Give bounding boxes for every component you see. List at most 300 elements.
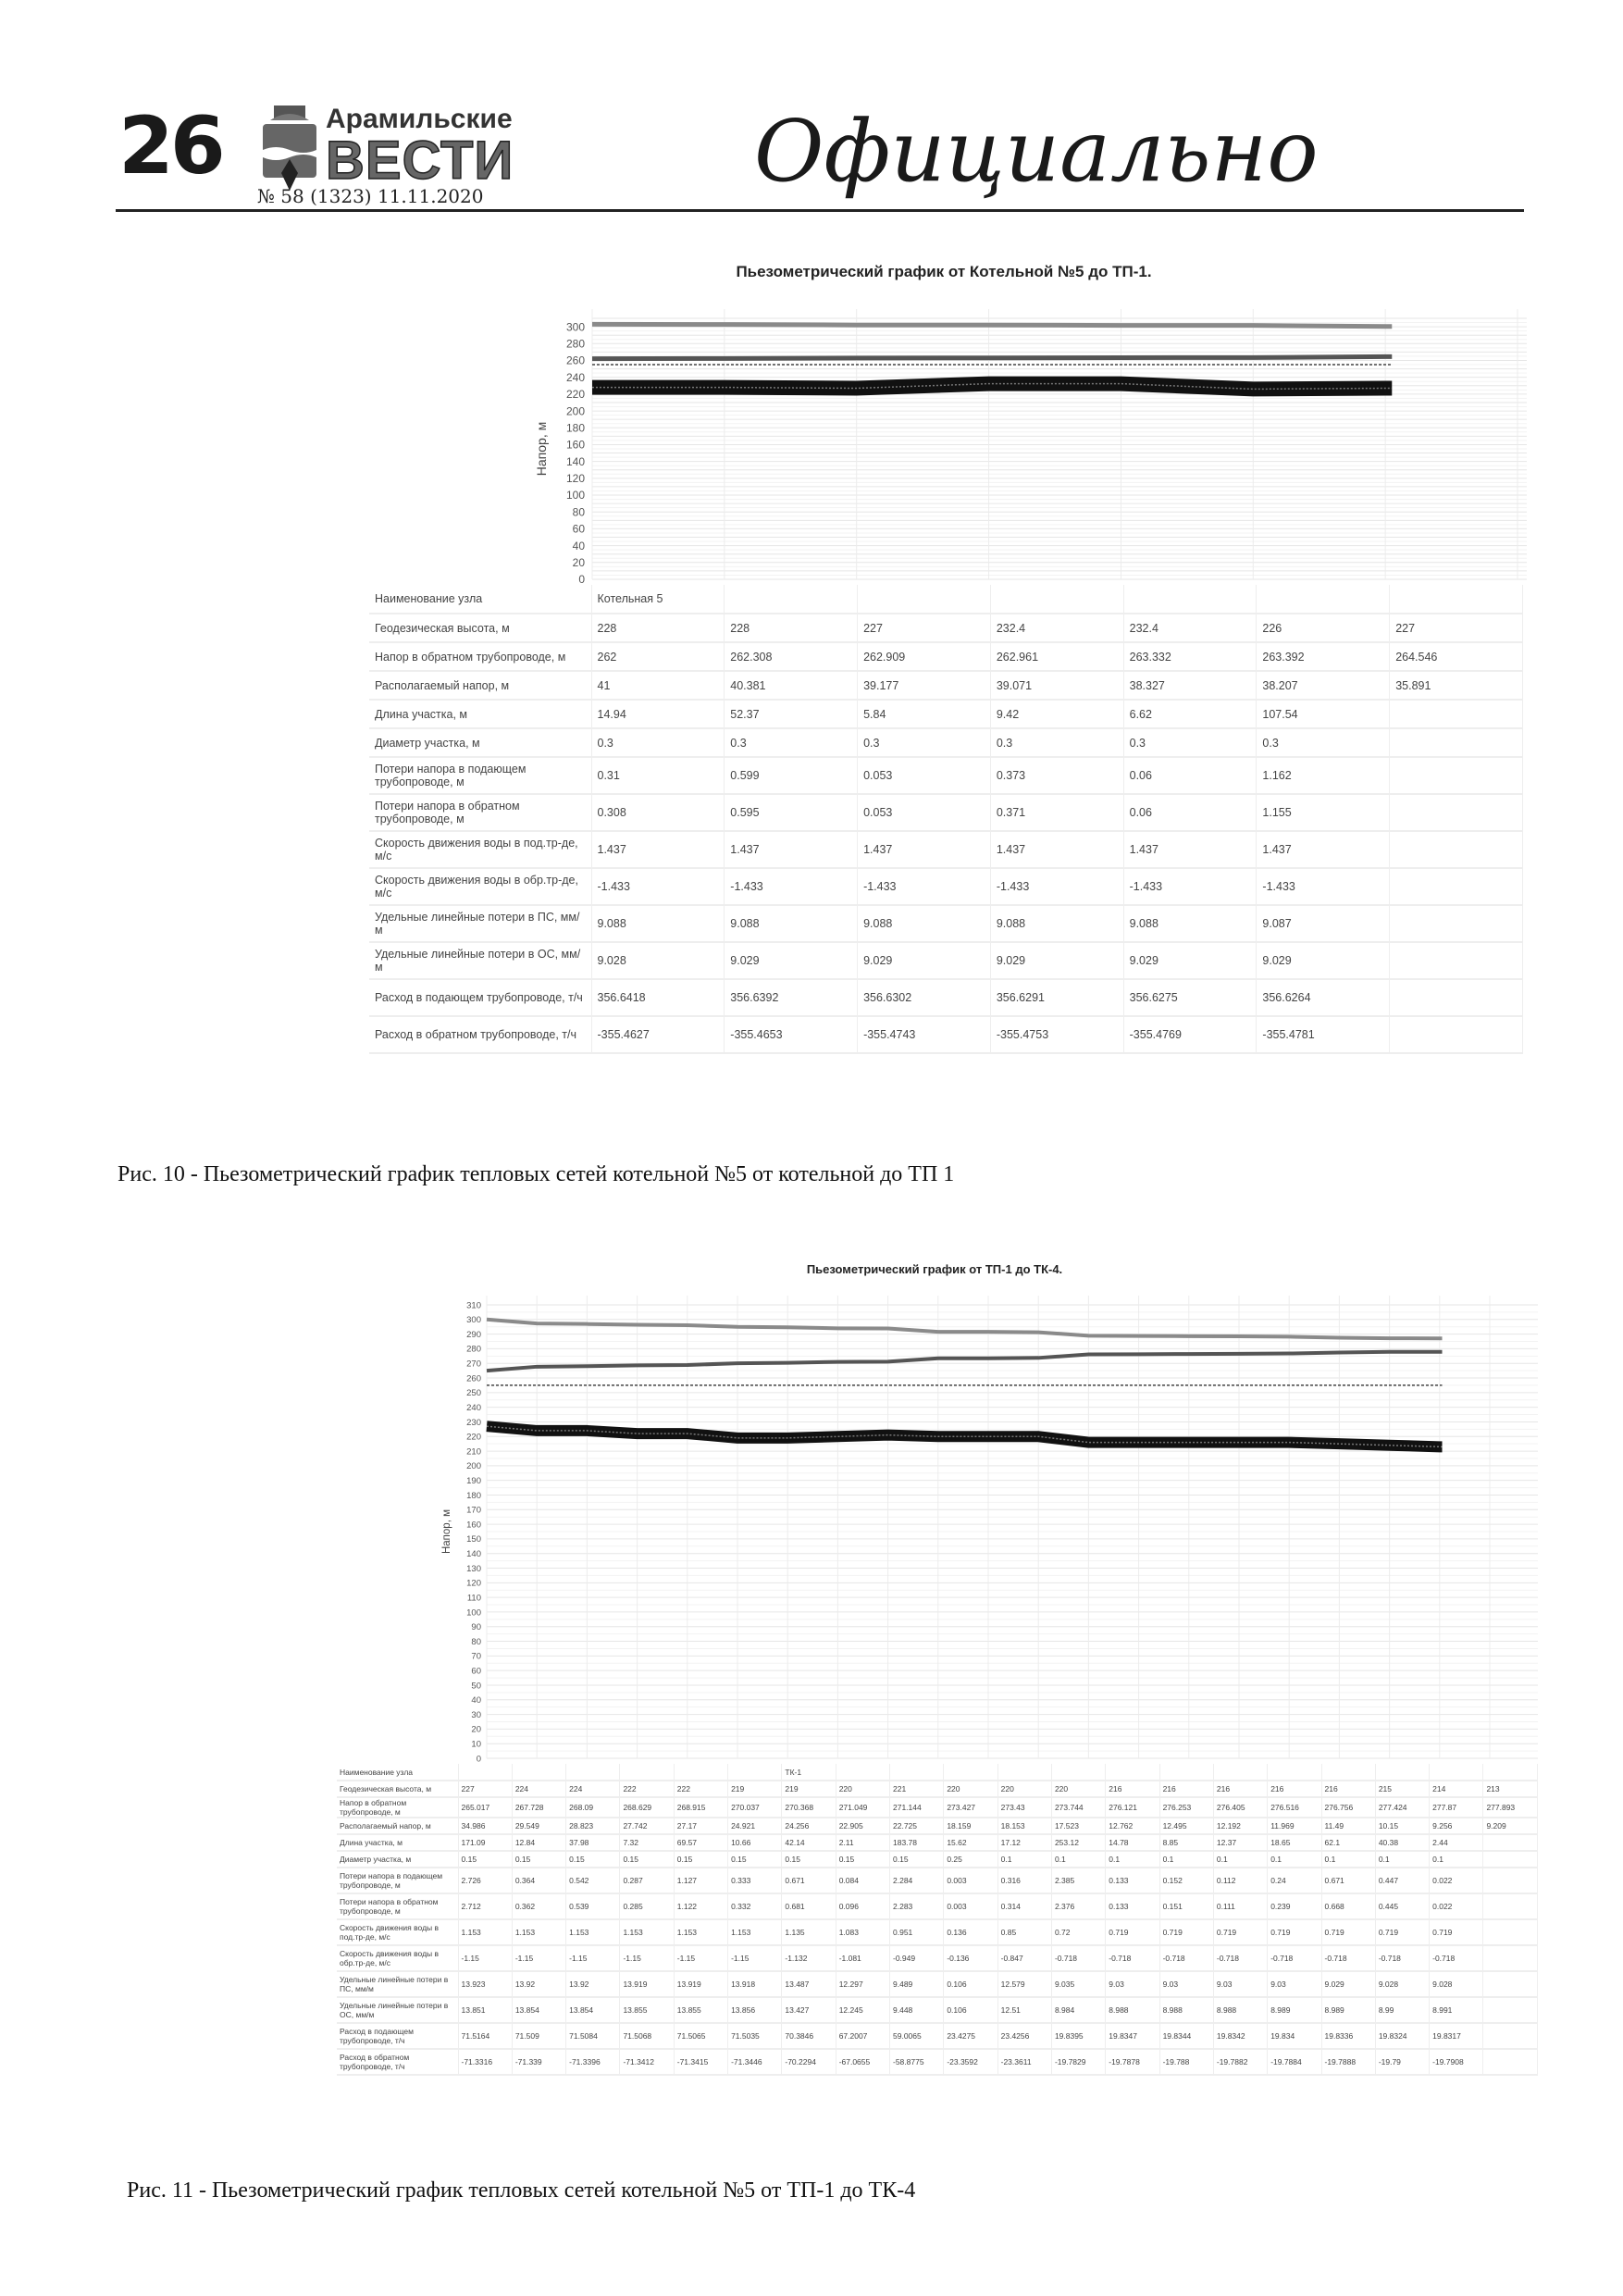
table-cell bbox=[725, 585, 858, 614]
row-label: Геодезическая высота, м bbox=[369, 614, 591, 642]
table-cell: 2.283 bbox=[890, 1893, 944, 1919]
table-cell: 8.988 bbox=[1159, 1997, 1213, 2023]
table-cell: 273.427 bbox=[944, 1797, 997, 1818]
y-tick-label: 290 bbox=[466, 1329, 481, 1340]
table-cell: 19.8324 bbox=[1375, 2023, 1429, 2049]
table-cell: 273.43 bbox=[997, 1797, 1051, 1818]
table-cell: 10.66 bbox=[728, 1834, 782, 1851]
table-cell bbox=[1390, 831, 1523, 868]
table-cell: 9.03 bbox=[1159, 1971, 1213, 1997]
table-cell: 276.756 bbox=[1321, 1797, 1375, 1818]
table-cell: 270.037 bbox=[728, 1797, 782, 1818]
table-cell: 1.122 bbox=[674, 1893, 727, 1919]
table-cell: 0.112 bbox=[1213, 1868, 1267, 1893]
y-tick-label: 150 bbox=[466, 1534, 481, 1545]
table-cell: 13.854 bbox=[566, 1997, 620, 2023]
table-cell: 9.03 bbox=[1268, 1971, 1321, 1997]
table-cell: -1.132 bbox=[782, 1945, 836, 1971]
table-cell: 5.84 bbox=[858, 700, 991, 728]
table-cell: 13.923 bbox=[458, 1971, 512, 1997]
table-cell: -355.4653 bbox=[725, 1016, 858, 1053]
table-cell: 227 bbox=[1390, 614, 1523, 642]
table-cell: 0.719 bbox=[1321, 1919, 1375, 1945]
row-label: Удельные линейные потери в ОС, мм/м bbox=[337, 1997, 458, 2023]
figure2-caption: Рис. 11 - Пьезометрический график тепловых сетей котельной №5 от ТП-1 до ТК-4 bbox=[127, 2178, 916, 2203]
table-cell: 0.15 bbox=[836, 1851, 889, 1868]
table-cell: 0.096 bbox=[836, 1893, 889, 1919]
table-cell: 42.14 bbox=[782, 1834, 836, 1851]
table-cell: 0.1 bbox=[1321, 1851, 1375, 1868]
table-cell: -1.15 bbox=[512, 1945, 565, 1971]
table-cell: 273.744 bbox=[1051, 1797, 1105, 1818]
table-cell: -0.136 bbox=[944, 1945, 997, 1971]
table-cell bbox=[1390, 700, 1523, 728]
y-tick-label: 310 bbox=[466, 1300, 481, 1311]
table-cell: 0.152 bbox=[1159, 1868, 1213, 1893]
table-cell: 0.106 bbox=[944, 1971, 997, 1997]
table-cell: 9.088 bbox=[725, 905, 858, 942]
y-axis-label: Напор, м bbox=[441, 1508, 452, 1555]
table-cell bbox=[458, 1764, 512, 1781]
y-tick-label: 100 bbox=[466, 1607, 481, 1619]
table-row bbox=[369, 728, 1523, 757]
table-row bbox=[337, 1971, 1538, 1997]
row-label: Напор в обратном трубопроводе, м bbox=[369, 642, 591, 671]
table-cell: -71.3396 bbox=[566, 2049, 620, 2075]
table-cell: 17.12 bbox=[997, 1834, 1051, 1851]
table-cell: 216 bbox=[1159, 1781, 1213, 1797]
series-geodesic-band bbox=[592, 384, 1392, 390]
table-cell: -19.7882 bbox=[1213, 2049, 1267, 2075]
table-cell: 12.762 bbox=[1106, 1818, 1159, 1834]
table-cell: 171.09 bbox=[458, 1834, 512, 1851]
table-cell: 8.991 bbox=[1430, 1997, 1483, 2023]
table-row bbox=[337, 2023, 1538, 2049]
table-cell: 262 bbox=[591, 642, 725, 671]
table-cell bbox=[728, 1764, 782, 1781]
table-cell bbox=[1375, 1764, 1429, 1781]
table-cell: Котельная 5 bbox=[591, 585, 725, 614]
table-cell bbox=[1390, 868, 1523, 905]
table-cell: 19.834 bbox=[1268, 2023, 1321, 2049]
table-cell: 14.78 bbox=[1106, 1834, 1159, 1851]
table-cell bbox=[1390, 905, 1523, 942]
y-tick-label: 110 bbox=[466, 1593, 481, 1604]
y-tick-label: 130 bbox=[466, 1563, 481, 1574]
table-cell: -1.433 bbox=[591, 868, 725, 905]
table-cell: 29.549 bbox=[512, 1818, 565, 1834]
table-cell: 356.6418 bbox=[591, 979, 725, 1016]
chart2-plot bbox=[435, 1292, 1538, 1766]
table-cell: 224 bbox=[512, 1781, 565, 1797]
table-cell: 39.177 bbox=[858, 671, 991, 700]
table-cell: 9.088 bbox=[591, 905, 725, 942]
table-cell: 40.38 bbox=[1375, 1834, 1429, 1851]
table-cell: -23.3611 bbox=[997, 2049, 1051, 2075]
table-cell: 0.333 bbox=[728, 1868, 782, 1893]
row-label: Расход в обратном трубопроводе, т/ч bbox=[369, 1016, 591, 1053]
figure1-caption: Рис. 10 - Пьезометрический график тепловых сетей котельной №5 от котельной до ТП 1 bbox=[118, 1162, 955, 1186]
table-cell: 0.308 bbox=[591, 794, 725, 831]
table-cell: 9.088 bbox=[990, 905, 1123, 942]
table-row bbox=[369, 942, 1523, 979]
table-cell: 216 bbox=[1268, 1781, 1321, 1797]
row-label: Располагаемый напор, м bbox=[369, 671, 591, 700]
table-cell: 12.579 bbox=[997, 1971, 1051, 1997]
table-cell: 0.022 bbox=[1430, 1868, 1483, 1893]
table-cell: 19.8317 bbox=[1430, 2023, 1483, 2049]
table-cell: 1.153 bbox=[674, 1919, 727, 1945]
table-cell: 1.153 bbox=[728, 1919, 782, 1945]
table-cell: 0.106 bbox=[944, 1997, 997, 2023]
table-cell: -1.15 bbox=[674, 1945, 727, 1971]
y-tick-label: 80 bbox=[572, 505, 585, 519]
y-tick-label: 200 bbox=[466, 1461, 481, 1472]
table-cell: 0.285 bbox=[620, 1893, 674, 1919]
table-cell: 0.25 bbox=[944, 1851, 997, 1868]
table-cell: 222 bbox=[620, 1781, 674, 1797]
table-cell: 71.5035 bbox=[728, 2023, 782, 2049]
table-cell: 0.133 bbox=[1106, 1868, 1159, 1893]
table-cell: 232.4 bbox=[990, 614, 1123, 642]
table-cell: 7.32 bbox=[620, 1834, 674, 1851]
table-cell: -1.15 bbox=[566, 1945, 620, 1971]
table-cell: 0.362 bbox=[512, 1893, 565, 1919]
row-label: Расход в подающем трубопроводе, т/ч bbox=[369, 979, 591, 1016]
table-cell bbox=[1390, 1016, 1523, 1053]
y-tick-label: 60 bbox=[572, 522, 585, 536]
table-row bbox=[337, 1818, 1538, 1834]
table-cell: 13.919 bbox=[620, 1971, 674, 1997]
table-cell: 39.071 bbox=[990, 671, 1123, 700]
table-cell: 0.003 bbox=[944, 1868, 997, 1893]
y-tick-label: 170 bbox=[466, 1505, 481, 1516]
table-cell: 276.516 bbox=[1268, 1797, 1321, 1818]
table-cell: 18.159 bbox=[944, 1818, 997, 1834]
table-cell bbox=[858, 585, 991, 614]
row-label: Потери напора в обратном трубопроводе, м bbox=[337, 1893, 458, 1919]
table-cell: 219 bbox=[728, 1781, 782, 1797]
table-cell: 13.427 bbox=[782, 1997, 836, 2023]
table-cell: 8.85 bbox=[1159, 1834, 1213, 1851]
y-tick-label: 240 bbox=[466, 1402, 481, 1413]
table-cell bbox=[990, 585, 1123, 614]
table-cell: -1.15 bbox=[620, 1945, 674, 1971]
table-cell: 9.489 bbox=[890, 1971, 944, 1997]
table-cell: 9.448 bbox=[890, 1997, 944, 2023]
table-cell: -23.3592 bbox=[944, 2049, 997, 2075]
table-cell: 34.986 bbox=[458, 1818, 512, 1834]
y-tick-label: 160 bbox=[565, 438, 585, 452]
table-cell: 2.726 bbox=[458, 1868, 512, 1893]
row-label: Удельные линейные потери в ПС, мм/м bbox=[369, 905, 591, 942]
table-cell: 70.3846 bbox=[782, 2023, 836, 2049]
table-cell: -0.718 bbox=[1159, 1945, 1213, 1971]
table-cell: 71.5068 bbox=[620, 2023, 674, 2049]
coat-of-arms-logo bbox=[257, 104, 322, 194]
table-cell bbox=[1483, 1893, 1538, 1919]
table-cell: 0.314 bbox=[997, 1893, 1051, 1919]
table-cell: -19.7908 bbox=[1430, 2049, 1483, 2075]
y-tick-label: 40 bbox=[471, 1695, 481, 1706]
table-cell: 267.728 bbox=[512, 1797, 565, 1818]
table-cell: 0.15 bbox=[512, 1851, 565, 1868]
table-cell: 0.053 bbox=[858, 757, 991, 794]
table-cell bbox=[1390, 794, 1523, 831]
y-tick-label: 50 bbox=[471, 1681, 481, 1692]
table-cell: 2.44 bbox=[1430, 1834, 1483, 1851]
table-cell: -0.718 bbox=[1051, 1945, 1105, 1971]
table-cell bbox=[1483, 1945, 1538, 1971]
table-cell: 356.6264 bbox=[1257, 979, 1390, 1016]
table-cell bbox=[1390, 585, 1523, 614]
row-label: Наименование узла bbox=[337, 1764, 458, 1781]
table-cell: 41 bbox=[591, 671, 725, 700]
table-cell: 0.668 bbox=[1321, 1893, 1375, 1919]
table-cell: 219 bbox=[782, 1781, 836, 1797]
table-cell: 1.437 bbox=[858, 831, 991, 868]
table-cell: -1.433 bbox=[725, 868, 858, 905]
row-label: Потери напора в подающем трубопроводе, м bbox=[337, 1868, 458, 1893]
row-label: Геодезическая высота, м bbox=[337, 1781, 458, 1797]
table-cell: 1.437 bbox=[591, 831, 725, 868]
row-label: Диаметр участка, м bbox=[337, 1851, 458, 1868]
table-cell: 0.151 bbox=[1159, 1893, 1213, 1919]
table-cell: 12.297 bbox=[836, 1971, 889, 1997]
table-cell bbox=[1483, 2049, 1538, 2075]
table-cell: 0.373 bbox=[990, 757, 1123, 794]
table-cell: 12.37 bbox=[1213, 1834, 1267, 1851]
table-cell bbox=[1483, 1971, 1538, 1997]
table-row bbox=[337, 1834, 1538, 1851]
table-cell: -71.3446 bbox=[728, 2049, 782, 2075]
row-label: Скорость движения воды в под.тр-де, м/с bbox=[369, 831, 591, 868]
table-cell: 216 bbox=[1213, 1781, 1267, 1797]
table-cell: 0.022 bbox=[1430, 1893, 1483, 1919]
table-row bbox=[369, 757, 1523, 794]
table-cell bbox=[1390, 979, 1523, 1016]
table-cell: 12.245 bbox=[836, 1997, 889, 2023]
chart1-title: Пьезометрический график от Котельной №5 до ТП-1. bbox=[736, 263, 1152, 280]
table-cell: 38.207 bbox=[1257, 671, 1390, 700]
table-cell bbox=[1430, 1764, 1483, 1781]
table-cell: 23.4275 bbox=[944, 2023, 997, 2049]
table-cell: 253.12 bbox=[1051, 1834, 1105, 1851]
table-cell: 9.209 bbox=[1483, 1818, 1538, 1834]
table-cell: 1.153 bbox=[512, 1919, 565, 1945]
table-cell: 9.029 bbox=[1123, 942, 1257, 979]
table-cell bbox=[1483, 1919, 1538, 1945]
table-cell: 1.162 bbox=[1257, 757, 1390, 794]
table-cell: 265.017 bbox=[458, 1797, 512, 1818]
series-line-0 bbox=[487, 1320, 1443, 1338]
table-cell: 0.72 bbox=[1051, 1919, 1105, 1945]
y-tick-label: 60 bbox=[471, 1666, 481, 1677]
table-cell bbox=[944, 1764, 997, 1781]
table-cell: 11.969 bbox=[1268, 1818, 1321, 1834]
table-row bbox=[369, 700, 1523, 728]
table-cell bbox=[1483, 1851, 1538, 1868]
table-cell: 2.712 bbox=[458, 1893, 512, 1919]
table-cell: 18.153 bbox=[997, 1818, 1051, 1834]
table-cell: 268.629 bbox=[620, 1797, 674, 1818]
table-cell: -67.0655 bbox=[836, 2049, 889, 2075]
table-cell: 356.6302 bbox=[858, 979, 991, 1016]
y-tick-label: 300 bbox=[466, 1315, 481, 1326]
table-cell: 24.256 bbox=[782, 1818, 836, 1834]
table-cell: 276.405 bbox=[1213, 1797, 1267, 1818]
table-cell bbox=[836, 1764, 889, 1781]
y-tick-label: 270 bbox=[466, 1359, 481, 1370]
table-cell: 0.133 bbox=[1106, 1893, 1159, 1919]
table-cell: -0.718 bbox=[1268, 1945, 1321, 1971]
table-cell: 2.376 bbox=[1051, 1893, 1105, 1919]
table-cell: 263.332 bbox=[1123, 642, 1257, 671]
table-cell: -0.718 bbox=[1375, 1945, 1429, 1971]
table-row bbox=[369, 671, 1523, 700]
table-row bbox=[337, 2049, 1538, 2075]
table-cell: 0.15 bbox=[890, 1851, 944, 1868]
y-tick-label: 300 bbox=[565, 320, 585, 334]
table-cell: -1.15 bbox=[458, 1945, 512, 1971]
table-cell: 222 bbox=[674, 1781, 727, 1797]
table-cell: 9.029 bbox=[858, 942, 991, 979]
row-label: Наименование узла bbox=[369, 585, 591, 614]
table-cell: 0.1 bbox=[997, 1851, 1051, 1868]
table-cell: 356.6275 bbox=[1123, 979, 1257, 1016]
y-tick-label: 120 bbox=[565, 472, 585, 486]
newspaper-name-small: Арамильские bbox=[326, 104, 513, 134]
table-cell: 1.155 bbox=[1257, 794, 1390, 831]
y-tick-label: 0 bbox=[476, 1754, 481, 1765]
table-cell: 221 bbox=[890, 1781, 944, 1797]
table-cell: 0.15 bbox=[566, 1851, 620, 1868]
table-row bbox=[337, 1893, 1538, 1919]
y-tick-label: 140 bbox=[565, 454, 585, 468]
table-cell: -0.718 bbox=[1106, 1945, 1159, 1971]
table-cell: -19.7829 bbox=[1051, 2049, 1105, 2075]
table-cell: -71.339 bbox=[512, 2049, 565, 2075]
table-cell: 216 bbox=[1321, 1781, 1375, 1797]
table-cell: 268.915 bbox=[674, 1797, 727, 1818]
y-tick-label: 20 bbox=[471, 1724, 481, 1735]
table-cell: 220 bbox=[1051, 1781, 1105, 1797]
table-row bbox=[369, 642, 1523, 671]
table-cell bbox=[997, 1764, 1051, 1781]
table-cell: 0.31 bbox=[591, 757, 725, 794]
table-cell: 0.542 bbox=[566, 1868, 620, 1893]
table-cell: 23.4256 bbox=[997, 2023, 1051, 2049]
table-row bbox=[369, 868, 1523, 905]
table-cell: 71.509 bbox=[512, 2023, 565, 2049]
y-tick-label: 100 bbox=[565, 489, 585, 503]
table-cell: 1.153 bbox=[566, 1919, 620, 1945]
table-cell: 226 bbox=[1257, 614, 1390, 642]
table-row bbox=[369, 979, 1523, 1016]
table-cell: -19.7888 bbox=[1321, 2049, 1375, 2075]
table-cell: 9.028 bbox=[591, 942, 725, 979]
table-cell: 12.51 bbox=[997, 1997, 1051, 2023]
row-label: Удельные линейные потери в ПС, мм/м bbox=[337, 1971, 458, 1997]
table-cell: 276.121 bbox=[1106, 1797, 1159, 1818]
table-row bbox=[337, 1764, 1538, 1781]
table-cell: 9.088 bbox=[1123, 905, 1257, 942]
table-cell: -71.3415 bbox=[674, 2049, 727, 2075]
table-cell: -355.4769 bbox=[1123, 1016, 1257, 1053]
table-cell: 0.316 bbox=[997, 1868, 1051, 1893]
table-cell: 37.98 bbox=[566, 1834, 620, 1851]
table-cell: 228 bbox=[591, 614, 725, 642]
table-cell: -1.15 bbox=[728, 1945, 782, 1971]
table-row bbox=[337, 1781, 1538, 1797]
table-cell: 264.546 bbox=[1390, 642, 1523, 671]
table-cell: 107.54 bbox=[1257, 700, 1390, 728]
table-cell: 9.03 bbox=[1213, 1971, 1267, 1997]
table-cell: 1.153 bbox=[458, 1919, 512, 1945]
table-cell: 0.003 bbox=[944, 1893, 997, 1919]
table-cell bbox=[1123, 585, 1257, 614]
table-cell: 8.989 bbox=[1321, 1997, 1375, 2023]
row-label: Расход в обратном трубопроводе, т/ч bbox=[337, 2049, 458, 2075]
table-cell: 9.028 bbox=[1375, 1971, 1429, 1997]
table-cell: 0.364 bbox=[512, 1868, 565, 1893]
table-row bbox=[337, 1919, 1538, 1945]
table-cell: 9.029 bbox=[1321, 1971, 1375, 1997]
table-cell: 0.719 bbox=[1106, 1919, 1159, 1945]
table-row bbox=[369, 905, 1523, 942]
table-cell: 0.15 bbox=[458, 1851, 512, 1868]
table-cell: -19.7878 bbox=[1106, 2049, 1159, 2075]
table-cell bbox=[1483, 1834, 1538, 1851]
table-cell: 227 bbox=[458, 1781, 512, 1797]
table-cell bbox=[1257, 585, 1390, 614]
y-tick-label: 260 bbox=[565, 354, 585, 367]
table-cell: 0.1 bbox=[1106, 1851, 1159, 1868]
y-tick-label: 80 bbox=[471, 1636, 481, 1647]
table-cell: 1.153 bbox=[620, 1919, 674, 1945]
table-cell: -0.718 bbox=[1321, 1945, 1375, 1971]
table-cell: 9.03 bbox=[1106, 1971, 1159, 1997]
row-label: Потери напора в подающем трубопроводе, м bbox=[369, 757, 591, 794]
header-divider bbox=[116, 209, 1524, 212]
table-cell: 271.144 bbox=[890, 1797, 944, 1818]
table-cell: 13.92 bbox=[512, 1971, 565, 1997]
table-cell: 62.1 bbox=[1321, 1834, 1375, 1851]
y-tick-label: 240 bbox=[565, 370, 585, 384]
table-row bbox=[369, 614, 1523, 642]
table-cell: -0.847 bbox=[997, 1945, 1051, 1971]
table-cell: 0.3 bbox=[990, 728, 1123, 757]
row-label: Скорость движения воды в обр.тр-де, м/с bbox=[337, 1945, 458, 1971]
table-cell bbox=[1390, 942, 1523, 979]
table-cell: 0.719 bbox=[1159, 1919, 1213, 1945]
table-cell: 69.57 bbox=[674, 1834, 727, 1851]
row-label: Напор в обратном трубопроводе, м bbox=[337, 1797, 458, 1818]
table-row bbox=[337, 1851, 1538, 1868]
table-cell: 8.988 bbox=[1213, 1997, 1267, 2023]
table-cell: 52.37 bbox=[725, 700, 858, 728]
table-cell: 9.42 bbox=[990, 700, 1123, 728]
newspaper-name: ВЕСТИ bbox=[326, 130, 514, 191]
table-cell: 1.135 bbox=[782, 1919, 836, 1945]
table-cell: 12.84 bbox=[512, 1834, 565, 1851]
table-cell: 224 bbox=[566, 1781, 620, 1797]
row-label: Удельные линейные потери в ОС, мм/м bbox=[369, 942, 591, 979]
y-tick-label: 40 bbox=[572, 539, 585, 552]
table-cell bbox=[1321, 1764, 1375, 1781]
table-cell: 2.11 bbox=[836, 1834, 889, 1851]
table-row bbox=[369, 585, 1523, 614]
